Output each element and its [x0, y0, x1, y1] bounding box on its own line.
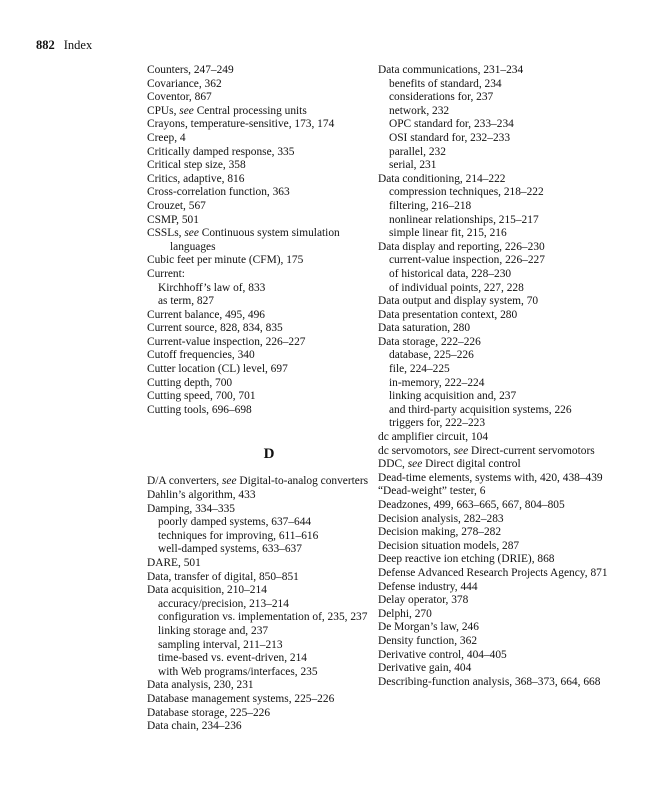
index-subentry: and third-party acquisition systems, 226: [389, 403, 572, 416]
index-entry: Defense Advanced Research Projects Agency, 871: [378, 566, 608, 579]
index-entry: [147, 227, 369, 254]
index-subentry: configuration vs. implementation of, 235, 237: [158, 611, 368, 624]
see-target: Continuous system simulation languages: [170, 227, 340, 253]
index-entry: Data display and reporting, 226–230: [378, 240, 545, 253]
entry-term: CPUs,: [147, 104, 180, 117]
page-number: 882: [36, 38, 55, 52]
index-entry: Cutting speed, 700, 701: [147, 390, 256, 403]
index-entry: dc amplifier circuit, 104: [378, 431, 489, 444]
index-entry: Cutting tools, 696–698: [147, 403, 252, 416]
index-subentry: database, 225–226: [389, 349, 474, 362]
index-entry: Data communications, 231–234: [378, 64, 524, 76]
section-letter: D: [263, 446, 275, 463]
index-entry: Decision making, 278–282: [378, 526, 502, 539]
index-entry: CSMP, 501: [147, 213, 199, 226]
index-subentry: of individual points, 227, 228: [389, 281, 524, 294]
index-entry: Cutter location (CL) level, 697: [147, 363, 288, 376]
index-subentry: file, 224–225: [389, 363, 450, 376]
index-entry: Decision analysis, 282–283: [378, 512, 504, 525]
index-subentry: parallel, 232: [389, 145, 446, 158]
index-entry: Current balance, 495, 496: [147, 308, 265, 321]
page-header: [36, 37, 92, 53]
index-subentry: poorly damped systems, 637–644: [158, 516, 312, 529]
index-subentry: considerations for, 237: [389, 91, 494, 104]
index-subentry: accuracy/precision, 213–214: [158, 597, 289, 610]
index-entry: De Morgan’s law, 246: [378, 621, 479, 634]
index-entry: Dead-time elements, systems with, 420, 438–439: [378, 471, 603, 484]
index-entry: Deep reactive ion etching (DRIE), 868: [378, 553, 555, 566]
index-entry: Derivative control, 404–405: [378, 648, 507, 661]
index-entry: Counters, 247–249: [147, 64, 234, 76]
see-reference: see: [453, 444, 469, 457]
index-entry: Current-value inspection, 226–227: [147, 335, 306, 348]
index-entry: Data presentation context, 280: [378, 308, 518, 321]
index-entry: Density function, 362: [378, 634, 478, 647]
see-target: Direct digital control: [422, 458, 521, 471]
index-subentry: compression techniques, 218–222: [389, 186, 544, 199]
index-entry: Decision situation models, 287: [378, 539, 520, 552]
index-entry: Covariance, 362: [147, 77, 222, 90]
index-entry: [378, 445, 614, 459]
index-entry: Cubic feet per minute (CFM), 175: [147, 254, 304, 267]
index-entry: Data acquisition, 210–214: [147, 584, 267, 597]
index-entry: Delphi, 270: [378, 607, 432, 620]
index-entry: Data analysis, 230, 231: [147, 679, 254, 692]
index-entry: Crouzet, 567: [147, 199, 206, 212]
index-subentry: simple linear fit, 215, 216: [389, 227, 507, 240]
index-entry: Cutting depth, 700: [147, 376, 233, 389]
see-target: Direct-current servomotors: [468, 444, 595, 457]
see-reference: see: [221, 475, 237, 488]
index-entry: Current source, 828, 834, 835: [147, 322, 283, 335]
index-entry: [147, 475, 369, 489]
index-column-left: [147, 64, 369, 734]
index-subentry: benefits of standard, 234: [389, 77, 502, 90]
index-entry: Data chain, 234–236: [147, 720, 242, 733]
index-entry: Deadzones, 499, 663–665, 667, 804–805: [378, 499, 565, 511]
index-entry: Data conditioning, 214–222: [378, 172, 506, 185]
index-entry: Describing-function analysis, 368–373, 664, 668: [378, 675, 601, 688]
index-subentry: techniques for improving, 611–616: [158, 529, 319, 542]
index-subentry: well-damped systems, 633–637: [158, 543, 302, 556]
see-target: Central processing units: [193, 104, 307, 117]
index-entry: Database management systems, 225–226: [147, 692, 335, 705]
index-entry: Damping, 334–335: [147, 502, 235, 515]
entry-term: D/A converters,: [147, 475, 222, 488]
index-subentry: network, 232: [389, 104, 450, 117]
index-subentry: OSI standard for, 232–233: [389, 131, 511, 144]
index-entry: Database storage, 225–226: [147, 706, 271, 719]
index-entry: Critics, adaptive, 816: [147, 172, 245, 185]
see-reference: see: [179, 104, 194, 117]
index-subentry: filtering, 216–218: [389, 199, 472, 212]
index-subentry: triggers for, 222–223: [389, 417, 486, 430]
see-target: Digital-to-analog converters: [236, 475, 369, 488]
see-reference: see: [407, 458, 423, 471]
index-entry: Cutoff frequencies, 340: [147, 349, 255, 362]
index-entry: Data saturation, 280: [378, 322, 471, 335]
index-subentry: sampling interval, 211–213: [158, 638, 283, 651]
index-entry: Data, transfer of digital, 850–851: [147, 570, 299, 583]
index-entry: Critical step size, 358: [147, 159, 246, 172]
index-subentry: nonlinear relationships, 215–217: [389, 213, 539, 226]
entry-term: DDC,: [378, 458, 408, 471]
index-subentry: with Web programs/interfaces, 235: [158, 665, 318, 678]
index-column-right: [378, 64, 614, 689]
entry-term: dc servomotors,: [378, 444, 454, 457]
index-subentry: serial, 231: [389, 159, 437, 172]
see-reference: see: [184, 227, 199, 240]
index-subentry: of historical data, 228–230: [389, 267, 512, 280]
index-entry: DARE, 501: [147, 557, 201, 569]
index-subentry: Kirchhoff’s law of, 833: [158, 281, 266, 294]
index-entry: [147, 105, 369, 119]
index-subentry: linking storage and, 237: [158, 624, 269, 637]
index-subentry: current-value inspection, 226–227: [389, 254, 545, 267]
running-title: Index: [63, 38, 93, 52]
index-entry: [378, 458, 614, 472]
index-entry: Critically damped response, 335: [147, 145, 295, 158]
index-entry: Crayons, temperature-sensitive, 173, 174: [147, 118, 335, 131]
index-entry: Dahlin’s algorithm, 433: [147, 489, 256, 502]
index-entry: Defense industry, 444: [378, 580, 478, 593]
index-subentry: linking acquisition and, 237: [389, 390, 517, 403]
index-entry: Delay operator, 378: [378, 594, 469, 607]
index-entry: Creep, 4: [147, 131, 186, 144]
index-entry: Data output and display system, 70: [378, 295, 539, 308]
index-entry: Cross-correlation function, 363: [147, 186, 290, 199]
index-subentry: as term, 827: [158, 295, 214, 308]
index-subentry: OPC standard for, 233–234: [389, 118, 514, 131]
index-subentry: time-based vs. event-driven, 214: [158, 652, 307, 665]
entry-term: CSSLs,: [147, 227, 185, 240]
index-entry: Derivative gain, 404: [378, 662, 472, 675]
index-entry: Coventor, 867: [147, 91, 212, 104]
index-subentry: in-memory, 222–224: [389, 376, 485, 389]
index-entry: Current:: [147, 267, 185, 280]
index-entry: Data storage, 222–226: [378, 335, 481, 348]
index-entry: “Dead-weight” tester, 6: [378, 485, 486, 498]
